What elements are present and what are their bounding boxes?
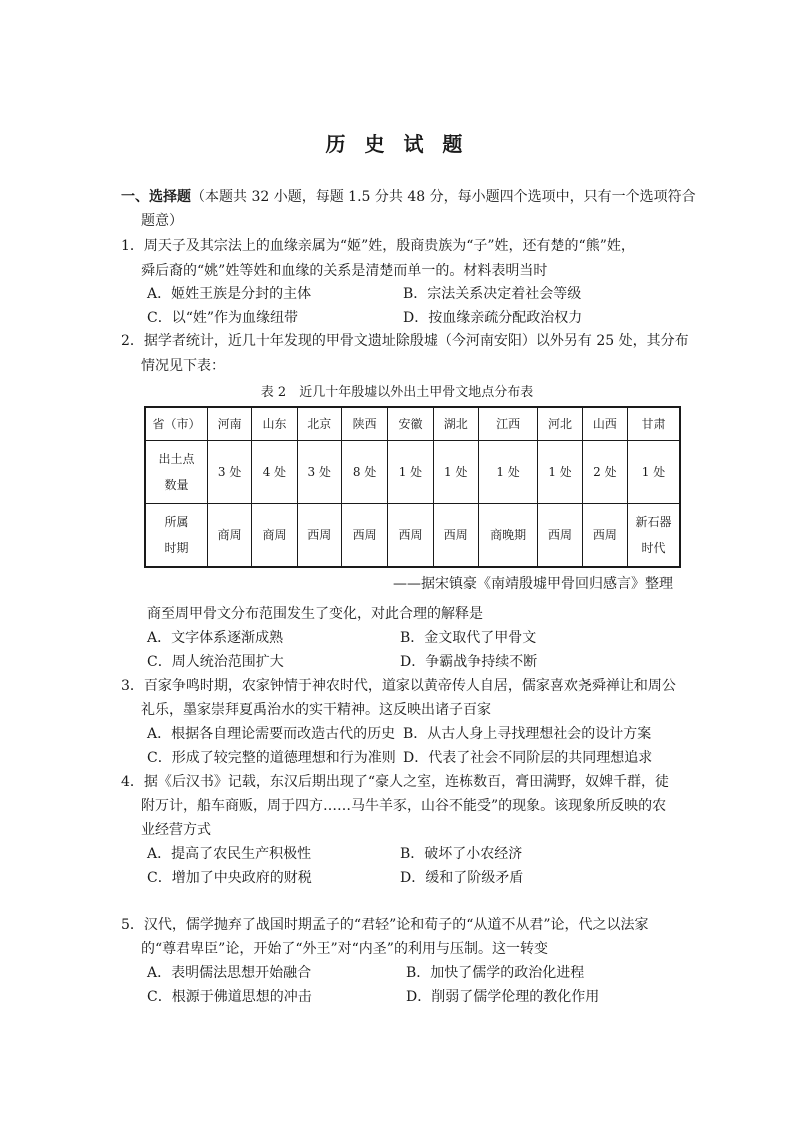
q5-option-d: D．削弱了儒学伦理的教化作用 xyxy=(406,989,600,1005)
province-cell: 山东 xyxy=(252,407,297,441)
period-cell: 西周 xyxy=(582,504,627,568)
row-label-period xyxy=(145,504,207,568)
province-cell: 安徽 xyxy=(388,407,433,441)
province-cell: 河南 xyxy=(207,407,251,441)
count-cell: 3 处 xyxy=(207,441,251,504)
q3-option-d: D．代表了社会不同阶层的共同理想追求 xyxy=(403,750,653,766)
row-label-count-line1: 出土点 xyxy=(158,452,195,466)
distribution-table xyxy=(144,406,681,568)
province-cell: 陕西 xyxy=(341,407,387,441)
page-title: 历 史 试 题 xyxy=(325,132,469,156)
count-cell: 1 处 xyxy=(478,441,537,504)
q5-stem-line2: 的“尊君卑臣”论，开始了“外王”对“内圣”的利用与压制。这一转变 xyxy=(141,941,548,957)
q1-option-c: C．以“姓”作为血缘纽带 xyxy=(147,310,299,326)
q2-option-a: A．文字体系逐渐成熟 xyxy=(147,630,284,646)
q2-stem-line2: 情况见下表： xyxy=(141,358,225,374)
q1-stem-line1: 1．周天子及其宗法上的血缘亲属为“姬”姓，殷商贵族为“子”姓，还有楚的“熊”姓， xyxy=(121,238,635,254)
q4-option-c: C．增加了中央政府的财税 xyxy=(147,870,312,886)
period-cell: 西周 xyxy=(388,504,433,568)
q4-stem-line2: 附万计，船车商贩，周于四方……马牛羊豕，山谷不能受”的现象。该现象所反映的农 xyxy=(141,798,667,814)
row-label-count xyxy=(145,441,207,504)
count-cell: 4 处 xyxy=(252,441,297,504)
q4-option-b: B．破坏了小农经济 xyxy=(400,846,523,862)
count-cell: 1 处 xyxy=(628,441,680,504)
q1-option-b: B．宗法关系决定着社会等级 xyxy=(403,286,582,302)
period-cell: 商晚期 xyxy=(478,504,537,568)
province-cell: 湖北 xyxy=(433,407,478,441)
section-header xyxy=(121,187,696,207)
period-cell: 西周 xyxy=(297,504,341,568)
q1-option-d: D．按血缘亲疏分配政治权力 xyxy=(403,310,583,326)
q3-stem-line1: 3．百家争鸣时期，农家钟情于神农时代，道家以黄帝传人自居，儒家喜欢尧舜禅让和周公 xyxy=(121,678,676,694)
count-cell: 2 处 xyxy=(582,441,627,504)
period-cell: 商周 xyxy=(207,504,251,568)
table-row-count xyxy=(145,441,680,504)
period-cell: 西周 xyxy=(538,504,582,568)
row-label-count-line2: 数量 xyxy=(164,478,189,492)
row-label-period-line2: 时期 xyxy=(164,541,189,555)
province-cell: 北京 xyxy=(297,407,341,441)
province-cell: 河北 xyxy=(538,407,582,441)
q2-option-b: B．金文取代了甲骨文 xyxy=(400,630,537,646)
q3-option-c: C．形成了较完整的道德理想和行为准则 xyxy=(147,750,396,766)
q2-question: 商至周甲骨文分布范围发生了变化，对此合理的解释是 xyxy=(147,606,483,622)
count-cell: 1 处 xyxy=(388,441,433,504)
q5-stem-line1: 5．汉代，儒学抛弃了战国时期孟子的“君轻”论和荀子的“从道不从君”论，代之以法家 xyxy=(121,917,649,933)
q5-option-a: A．表明儒法思想开始融合 xyxy=(147,965,312,981)
table-row-period xyxy=(145,504,680,568)
q5-option-b: B．加快了儒学的政治化进程 xyxy=(406,965,585,981)
q1-option-a: A．姬姓王族是分封的主体 xyxy=(147,286,312,302)
table-row-province xyxy=(145,407,680,441)
province-cell: 山西 xyxy=(582,407,627,441)
count-cell: 1 处 xyxy=(433,441,478,504)
section-note-continued: 题意） xyxy=(141,213,183,229)
q4-option-a: A．提高了农民生产积极性 xyxy=(147,846,312,862)
period-cell: 商周 xyxy=(252,504,297,568)
count-cell: 1 处 xyxy=(538,441,582,504)
q3-stem-line2: 礼乐，墨家崇拜夏禹治水的实干精神。这反映出诸子百家 xyxy=(141,702,491,718)
section-note: （本题共 32 小题，每题 1.5 分共 48 分，每小题四个选项中，只有一个选项符合 xyxy=(191,189,696,205)
province-cell: 江西 xyxy=(478,407,537,441)
row-label-period-line1: 所属 xyxy=(164,515,189,529)
table-source: ——据宋镇豪《南靖殷墟甲骨回归感言》整理 xyxy=(393,576,673,592)
section-heading: 一、选择题 xyxy=(121,189,191,205)
period-cell: 西周 xyxy=(433,504,478,568)
count-cell: 3 处 xyxy=(297,441,341,504)
q5-option-c: C．根源于佛道思想的冲击 xyxy=(147,989,312,1005)
q3-option-b: B．从古人身上寻找理想社会的设计方案 xyxy=(403,726,652,742)
q2-option-d: D．争霸战争持续不断 xyxy=(400,654,538,670)
period-cell-wrapped: 新石器时代 xyxy=(628,504,680,568)
q4-stem-line1: 4．据《后汉书》记载，东汉后期出现了“豪人之室，连栋数百，膏田满野，奴婢千群，徒 xyxy=(121,774,670,790)
q4-option-d: D．缓和了阶级矛盾 xyxy=(400,870,524,886)
q2-option-c: C．周人统治范围扩大 xyxy=(147,654,284,670)
table-caption: 表 2 近几十年殷墟以外出土甲骨文地点分布表 xyxy=(260,385,534,400)
q4-stem-line3: 业经营方式 xyxy=(141,822,211,838)
count-cell: 8 处 xyxy=(341,441,387,504)
province-cell: 甘肃 xyxy=(628,407,680,441)
q2-stem-line1: 2．据学者统计，近几十年发现的甲骨文遗址除殷墟（今河南安阳）以外另有 25 处，其分布 xyxy=(121,333,689,349)
period-cell: 西周 xyxy=(341,504,387,568)
row-label-province: 省（市） xyxy=(145,407,207,441)
q3-option-a: A．根据各自理论需要而改造古代的历史 xyxy=(147,726,396,742)
q1-stem-line2: 舜后裔的“姚”姓等姓和血缘的关系是清楚而单一的。材料表明当时 xyxy=(141,263,548,279)
